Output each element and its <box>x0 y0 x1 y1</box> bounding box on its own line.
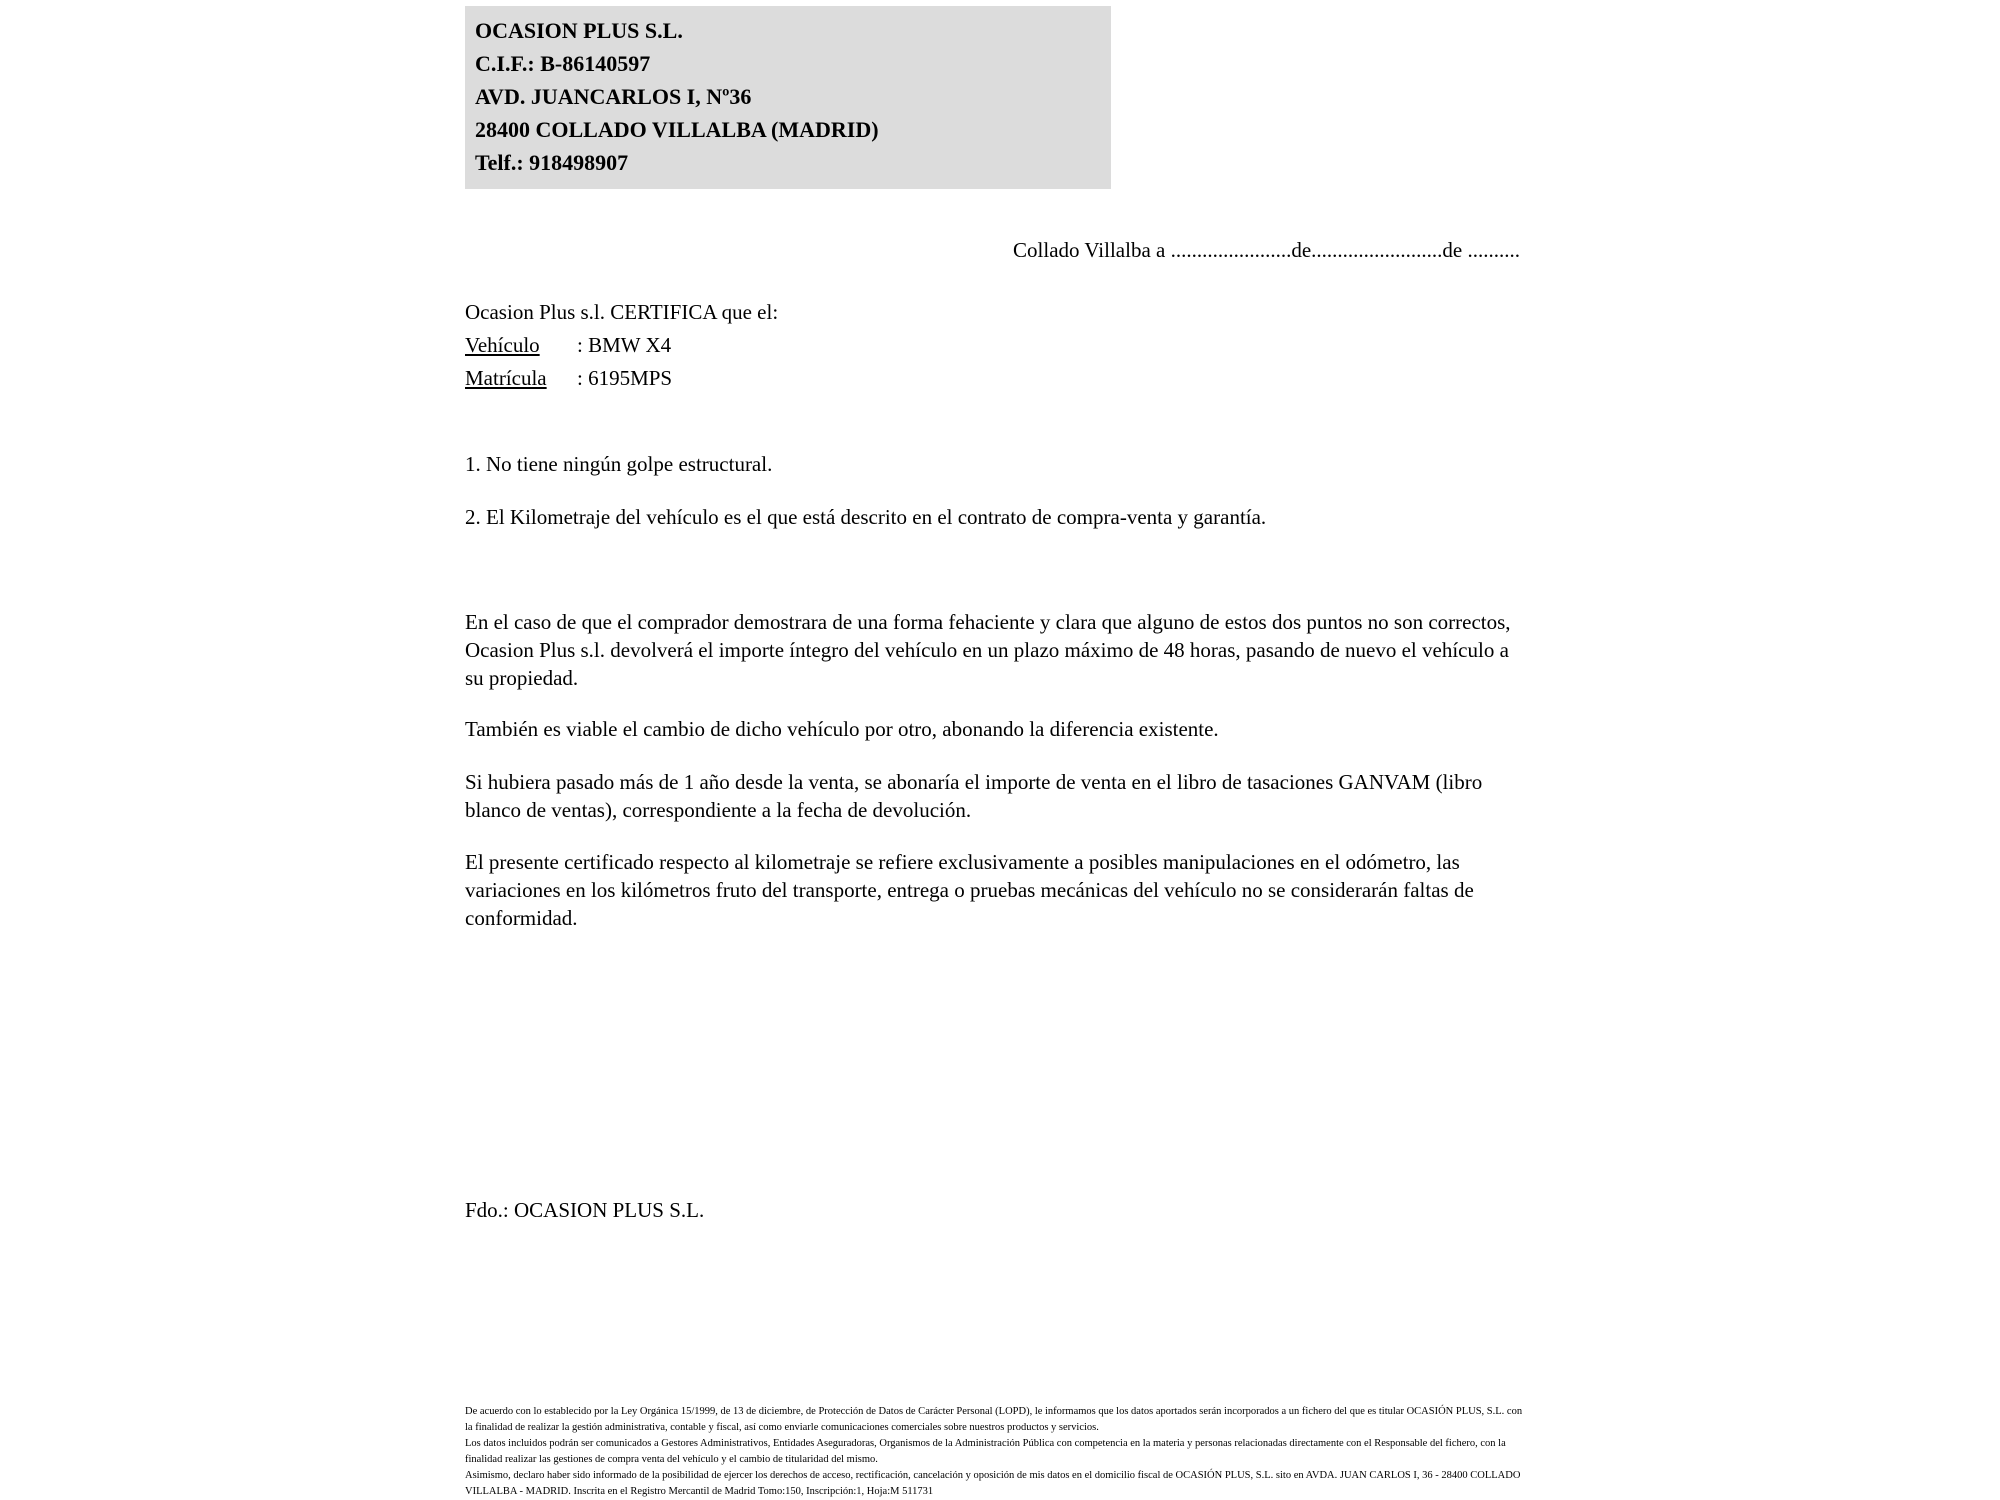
letterhead <box>465 6 1111 189</box>
company-address: AVD. JUANCARLOS I, Nº36 <box>475 84 752 109</box>
certificate-point-1: 1. No tiene ningún golpe estructural. <box>465 452 773 476</box>
vehicle-value: : BMW X4 <box>577 333 672 357</box>
body-paragraph-odometer: El presente certificado respecto al kilometraje se refiere exclusivamente a posibles manipulaciones en el odómetro, las variaciones en los kilómetros fruto del transporte, entrega o pruebas mecánicas del vehículo no se considerarán faltas de conformidad. <box>465 850 1474 930</box>
company-city: 28400 COLLADO VILLALBA (MADRID) <box>475 117 879 142</box>
signature-line: Fdo.: OCASION PLUS S.L. <box>465 1198 705 1222</box>
body-paragraph-exchange: También es viable el cambio de dicho vehículo por otro, abonando la diferencia existente. <box>465 717 1219 741</box>
plate-label: Matrícula <box>465 366 547 390</box>
legal-footer <box>465 1404 1525 1500</box>
legal-footer-paragraph-rights: Asimismo, declaro haber sido informado de la posibilidad de ejercer los derechos de acceso, rectificación, cancelación y oposición de mis datos en el domicilio fiscal de OCASIÓN PLUS, S.L. sito en AVDA. JUAN CARLOS I, 36 - 28400 COLLADO VILLALBA - MADRID. Inscrita en el Registro Mercantil de Madrid Tomo:150, Inscripción:1, Hoja:M 511731 <box>465 1470 1521 1497</box>
body-paragraph-ganvam: Si hubiera pasado más de 1 año desde la venta, se abonaría el importe de venta en el libro de tasaciones GANVAM (libro blanco de ventas), correspondiente a la fecha de devolución. <box>465 770 1483 822</box>
company-name: OCASION PLUS S.L. <box>475 18 683 43</box>
plate-line <box>465 364 1525 392</box>
plate-value: : 6195MPS <box>577 366 673 390</box>
company-phone: Telf.: 918498907 <box>475 150 629 175</box>
certify-intro: Ocasion Plus s.l. CERTIFICA que el: <box>465 300 779 324</box>
vehicle-line <box>465 331 1525 359</box>
company-cif: C.I.F.: B-86140597 <box>475 51 651 76</box>
certificate-point-2: 2. El Kilometraje del vehículo es el que está descrito en el contrato de compra-venta y garantía. <box>465 505 1267 529</box>
body-paragraph-refund: En el caso de que el comprador demostrara de una forma fehaciente y clara que alguno de estos dos puntos no son correctos, Ocasion Plus s.l. devolverá el importe íntegro del vehículo en un plazo máximo de 48 horas, pasando de nuevo el vehículo a su propiedad. <box>465 610 1511 690</box>
legal-footer-paragraph-lopd: De acuerdo con lo establecido por la Ley Orgánica 15/1999, de 13 de diciembre, de Protección de Datos de Carácter Personal (LOPD), le informamos que los datos aportados serán incorporados a un fichero del que es titular OCASIÓN PLUS, S.L. con la finalidad de realizar la gestión administrativa, contable y fiscal, así como enviarle comunicaciones comerciales sobre nuestros productos y servicios. <box>465 1406 1523 1433</box>
date-line: Collado Villalba a .......................de.........................de .......... <box>1013 238 1520 262</box>
legal-footer-paragraph-data-sharing: Los datos incluidos podrán ser comunicados a Gestores Administrativos, Entidades Aseguradoras, Organismos de la Administración Pública con competencia en la materia y personas relacionadas directamente con el Responsable del fichero, con la finalidad realizar las gestiones de compra venta del vehículo y el cambio de titularidad del mismo. <box>465 1438 1506 1465</box>
vehicle-label: Vehículo <box>465 333 540 357</box>
